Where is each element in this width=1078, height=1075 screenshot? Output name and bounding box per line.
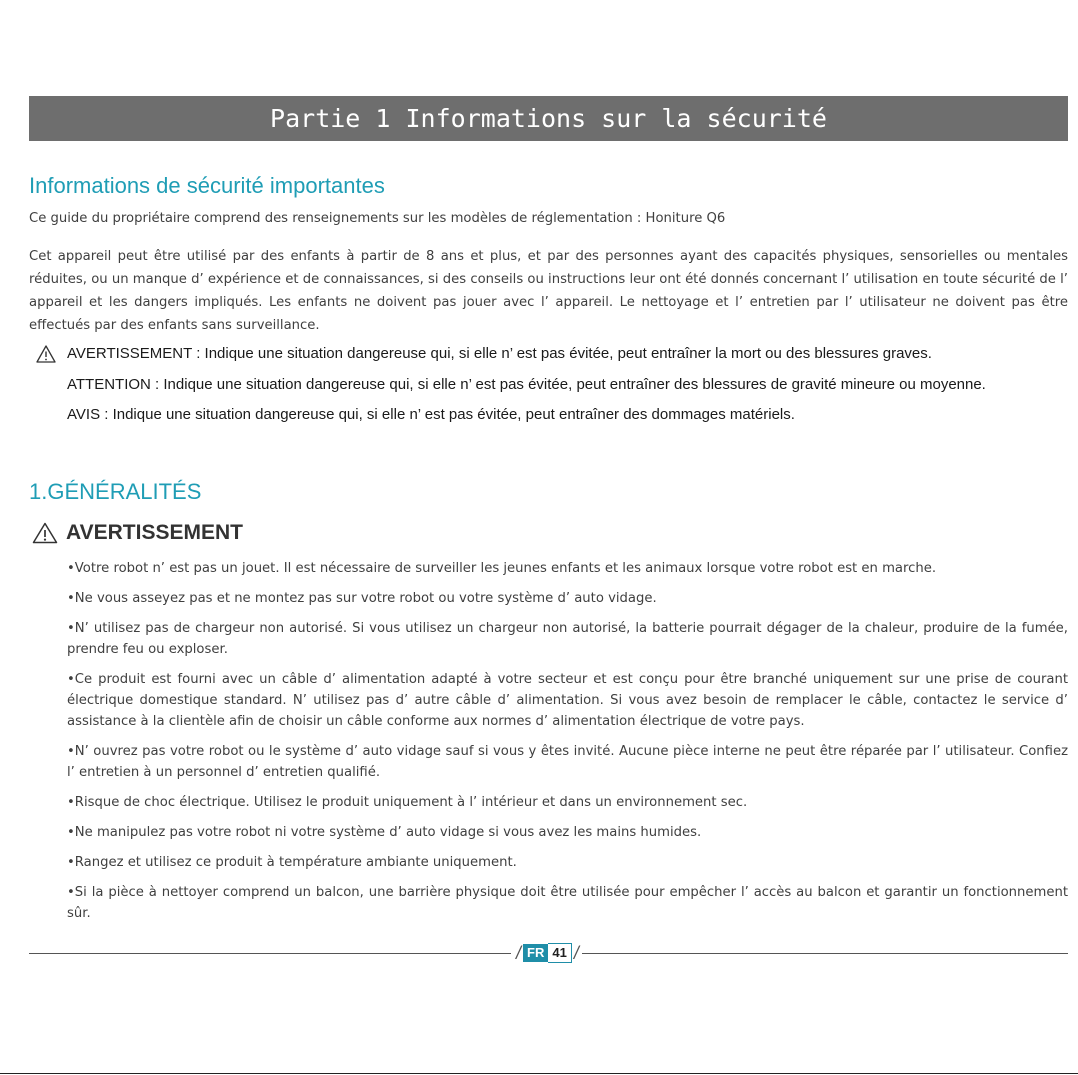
warning-heading [32, 520, 243, 546]
warning-triangle-icon [36, 345, 56, 363]
signal-notice-text: AVIS : Indique une situation dangereuse qui, si elle n’ est pas évitée, peut entraîner des dommages matériels. [67, 406, 795, 423]
footer-rule-right [582, 953, 1068, 954]
list-item: •Ne vous asseyez pas et ne montez pas sur votre robot ou votre système d’ auto vidage. [67, 591, 657, 606]
section-banner: Partie 1 Informations sur la sécurité [29, 96, 1068, 141]
owner-guide-text: Ce guide du propriétaire comprend des renseignements sur les modèles de réglementation : Honiture Q6 [29, 211, 726, 226]
list-item: •N’ ouvrez pas votre robot ou le système d’ auto vidage sauf si vous y êtes invité. Aucune pièce interne ne peut être réparée par l’ utilisateur. Confiez l’ entretien à un personnel d’ entretien qualifié. [67, 744, 1068, 780]
page-number-badge [514, 943, 581, 963]
slash-icon: / [573, 943, 579, 963]
list-item: •Ne manipulez pas votre robot ni votre système d’ auto vidage si vous avez les mains humides. [67, 825, 702, 840]
list-item: •Votre robot n’ est pas un jouet. Il est nécessaire de surveiller les jeunes enfants et les animaux lorsque votre robot est en marche. [67, 561, 937, 576]
bottom-edge-line [0, 1073, 1078, 1074]
signal-warning-text: AVERTISSEMENT : Indique une situation dangereuse qui, si elle n’ est pas évitée, peut entraîner la mort ou des blessures graves. [67, 345, 932, 362]
slash-icon: / [516, 943, 522, 963]
list-item: •Si la pièce à nettoyer comprend un balcon, une barrière physique doit être utilisée pour empêcher l’ accès au balcon et garantir un fonctionnement sûr. [67, 885, 1068, 921]
warning-triangle-icon [32, 522, 58, 544]
list-item: •Rangez et utilisez ce produit à température ambiante uniquement. [67, 855, 517, 870]
list-item: •N’ utilisez pas de chargeur non autorisé. Si vous utilisez un chargeur non autorisé, la batterie pourrait dégager de la chaleur, produire de la fumée, prendre feu ou exploser. [67, 621, 1068, 657]
list-item: •Ce produit est fourni avec un câble d’ alimentation adapté à votre secteur et est conçu pour être branché uniquement sur une prise de courant électrique domestique standard. N’ utilisez pas d’ autre câble d’ alimentation. Si vous avez besoin de remplacer le câble, contactez le service d’ assistance à la clientèle afin de choisir un câble conforme aux normes d’ alimentation électrique de votre pays. [67, 672, 1068, 729]
page-number: 41 [548, 943, 571, 963]
language-badge: FR [523, 944, 548, 962]
footer-rule-left [29, 953, 511, 954]
signal-caution-text: ATTENTION : Indique une situation dangereuse qui, si elle n’ est pas évitée, peut entraîner des blessures de gravité mineure ou moyenne. [67, 376, 986, 393]
section-title: Informations de sécurité importantes [29, 173, 385, 198]
warning-heading-text: AVERTISSEMENT [66, 521, 243, 544]
general-section-title: 1.GÉNÉRALITÉS [29, 479, 202, 504]
intro-paragraph: Cet appareil peut être utilisé par des enfants à partir de 8 ans et plus, et par des personnes ayant des capacités physiques, sensorielles ou mentales réduites, ou un manque d’ expérience et de connaissances, si des conseils ou instructions leur ont été donnés concernant l’ utilisation en toute sécurité de l’ appareil et les dangers impliqués. Les enfants ne doivent pas jouer avec l’ appareil. Le nettoyage et l’ entretien par l’ utilisateur ne doivent pas être effectués par des enfants sans surveillance. [29, 249, 1068, 333]
warning-bullet-list [67, 558, 1068, 933]
list-item: •Risque de choc électrique. Utilisez le produit uniquement à l’ intérieur et dans un environnement sec. [67, 795, 748, 810]
